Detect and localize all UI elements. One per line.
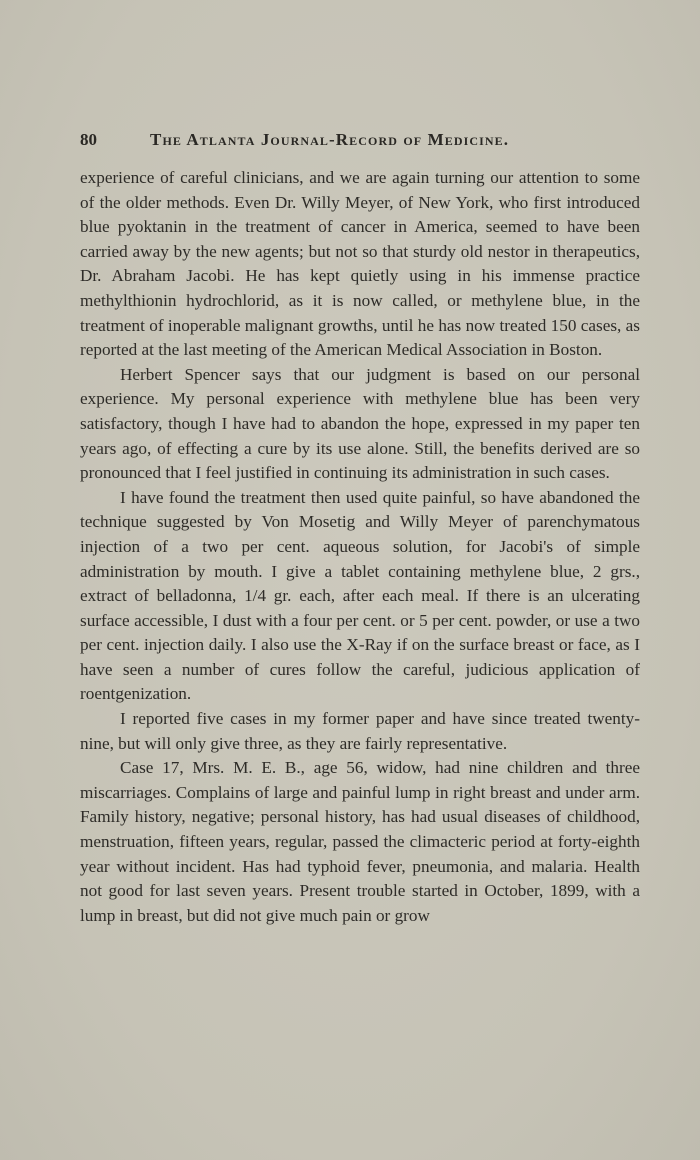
paragraph-4: I reported five cases in my former paper and have since treated twenty-nine, but will only give three, as they are fairly representative. (80, 709, 640, 753)
running-head (80, 128, 640, 152)
paragraph-3: I have found the treatment then used quite painful, so have abandoned the technique suggested by Von Mosetig and Willy Meyer of parenchymatous injection of a two per cent. aqueous solution, for Jacobi's of simple administration by mouth. I give a tablet containing methylene blue, 2 grs., extract of belladonna, 1/4 gr. each, after each meal. If there is an ulcerating surface accessible, I dust with a four per cent. or 5 per cent. powder, or use a two per cent. injection daily. I also use the X-Ray if on the surface breast or face, as I have seen a number of cures follow the careful, judicious application of roentgenization. (80, 487, 640, 704)
paragraph-5: Case 17, Mrs. M. E. B., age 56, widow, had nine children and three miscarriages. Complains of large and painful lump in right breast and under arm. Family history, negative; personal history, has had usual diseases of childhood, menstruation, fifteen years, regular, passed the climacteric period at forty-eighth year without incident. Has had typhoid fever, pneumonia, and malaria. Health not good for last seven years. Present trouble started in October, 1899, with a lump in breast, but did not give much pain or grow (80, 758, 640, 925)
paragraph-2: Herbert Spencer says that our judgment is based on our personal experience. My personal experience with methylene blue has been very satisfactory, though I have had to abandon the hope, expressed in my paper ten years ago, of effecting a cure by its use alone. Still, the benefits derived are so pronounced that I feel justified in continuing its administration in such cases. (80, 364, 640, 483)
body-text (80, 166, 640, 928)
paragraph-1: experience of careful clinicians, and we are again turning our attention to some of the older methods. Even Dr. Willy Meyer, of New York, who first introduced blue pyoktanin in the treatment of cancer in America, seemed to have been carried away by the new agents; but not so that sturdy old nestor in therapeutics, Dr. Abraham Jacobi. He has kept quietly using in his immense practice methylthionin hydrochlorid, as it is now called, or methylene blue, in the treatment of inoperable malignant growths, until he has now treated 150 cases, as reported at the last meeting of the American Medical Association in Boston. (80, 168, 640, 360)
page-number: 80 (80, 130, 97, 149)
journal-title: The Atlanta Journal-Record of Medicine. (150, 130, 510, 149)
